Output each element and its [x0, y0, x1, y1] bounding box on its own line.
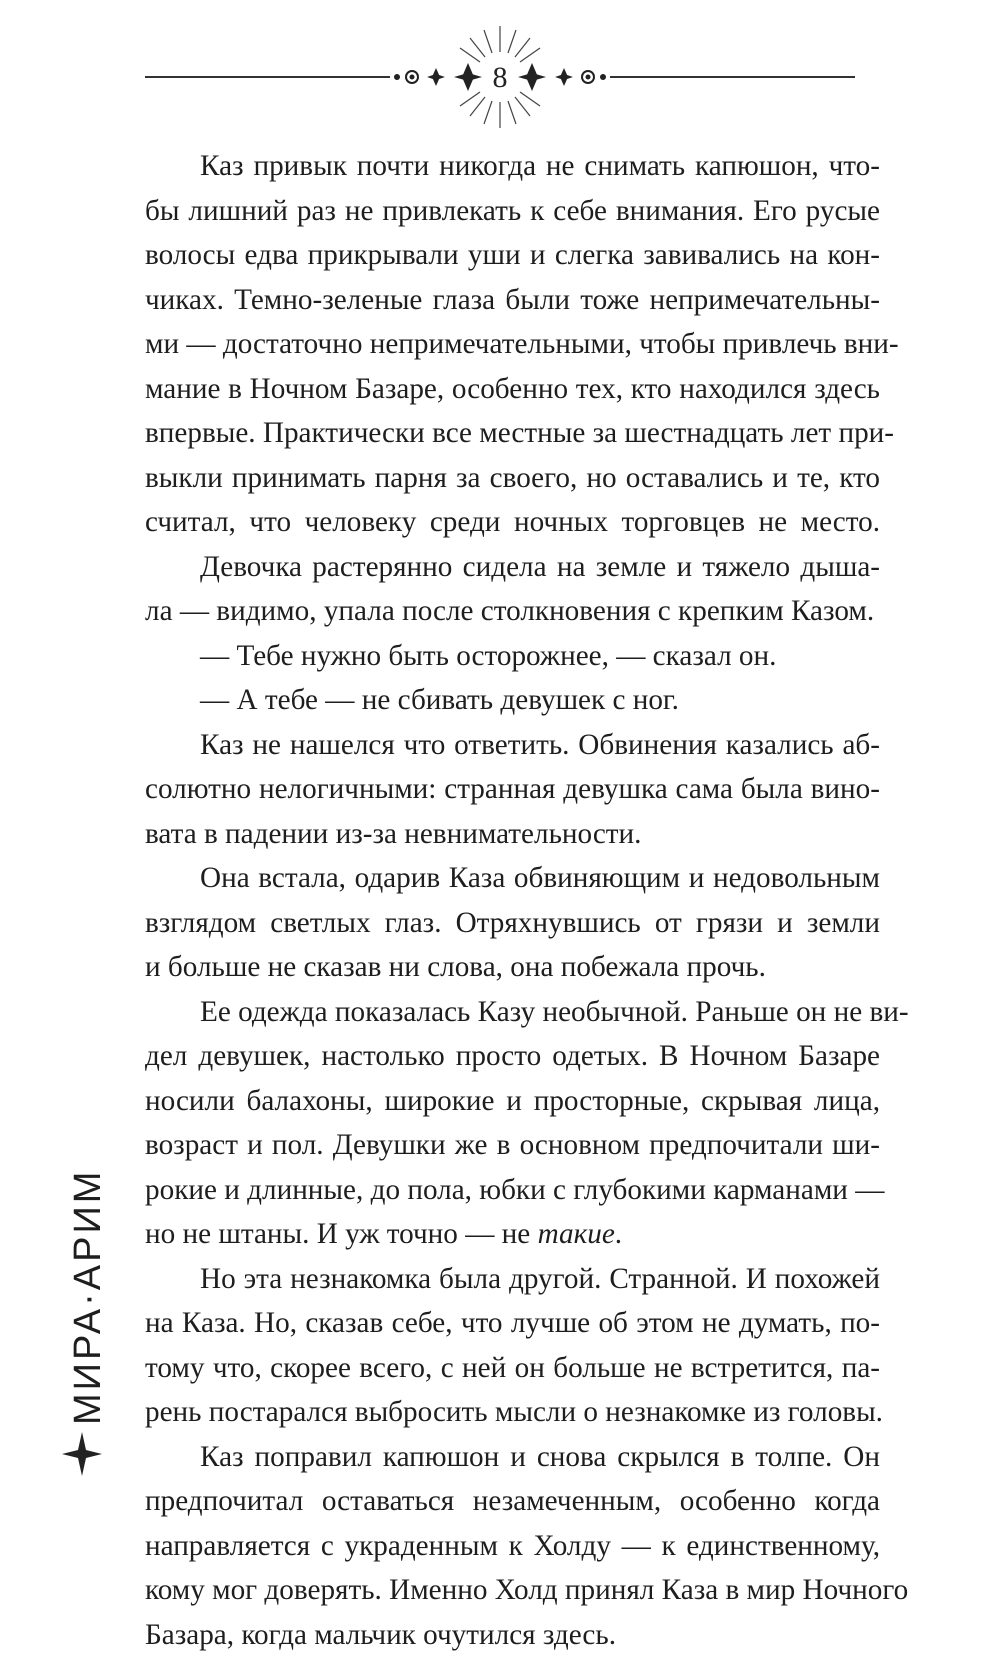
- author-sidebar: [58, 1155, 118, 1425]
- text-line: [145, 322, 880, 367]
- text-line-content: взглядом светлых глаз. Отряхнувшись от грязи и земли: [145, 907, 880, 939]
- text-line-content: Девочка растерянно сидела на земле и тяжело дыша-: [200, 551, 880, 583]
- text-line: [145, 723, 880, 768]
- text-line: [145, 1435, 880, 1480]
- text-line-content: ми — достаточно непримечательными, чтобы привлечь вни-: [145, 328, 899, 360]
- text-line-content: тому что, скорее всего, с ней он больше не встретится, па-: [145, 1352, 880, 1384]
- text-line-content: дел девушек, настолько просто одетых. В Ночном Базаре: [145, 1040, 880, 1072]
- emphasis: такие: [538, 1218, 615, 1250]
- text-line: [145, 1524, 880, 1569]
- text-line: [145, 545, 880, 590]
- body-text: [145, 144, 880, 1657]
- text-line: [145, 945, 880, 990]
- text-line-content: выкли принимать парня за своего, но оставались и те, кто: [145, 462, 880, 494]
- text-line: [145, 1212, 880, 1257]
- text-line-content: на Каза. Но, сказав себе, что лучше об этом не думать, по-: [145, 1307, 880, 1339]
- text-line: [145, 812, 880, 857]
- text-line-content: Она встала, одарив Каза обвиняющим и недовольным: [200, 862, 880, 894]
- text-line-content: Ее одежда показалась Казу необычной. Раньше он не ви-: [200, 996, 909, 1028]
- text-line-content: рень постарался выбросить мысли о незнакомке из головы.: [145, 1396, 883, 1428]
- text-line-content: и больше не сказав ни слова, она побежала прочь.: [145, 951, 766, 983]
- text-line: [145, 678, 880, 723]
- text-line-content: Каз не нашелся что ответить. Обвинения казались аб-: [200, 729, 880, 761]
- text-line-content: Каз поправил капюшон и снова скрылся в толпе. Он: [200, 1441, 880, 1473]
- text-line-content: мание в Ночном Базаре, особенно тех, кто находился здесь: [145, 373, 880, 405]
- text-line: [145, 233, 880, 278]
- text-line-content: — А тебе — не сбивать девушек с ног.: [200, 684, 679, 716]
- page-header: [0, 0, 1000, 140]
- text-line: [145, 1168, 880, 1213]
- text-line: [145, 1301, 880, 1346]
- text-line-content: предпочитал оставаться незамеченным, особенно когда: [145, 1485, 880, 1517]
- text-line-content: бы лишний раз не привлекать к себе внимания. Его русые: [145, 195, 880, 227]
- text-line: [145, 1346, 880, 1391]
- text-line: [145, 1613, 880, 1657]
- text-line-content: рокие и длинные, до пола, юбки с глубокими карманами —: [145, 1174, 884, 1206]
- text-line: [145, 367, 880, 412]
- text-line-content: возраст и пол. Девушки же в основном предпочитали ши-: [145, 1129, 880, 1161]
- text-line-content: — Тебе нужно быть осторожнее, — сказал он.: [200, 640, 776, 672]
- text-line-content: солютно нелогичными: странная девушка сама была вино-: [145, 773, 880, 805]
- text-line-tail: .: [615, 1218, 622, 1250]
- text-line: [145, 278, 880, 323]
- text-line: [145, 189, 880, 234]
- text-line: [145, 767, 880, 812]
- text-line: [145, 1257, 880, 1302]
- text-line-content: носили балахоны, широкие и просторные, скрывая лица,: [145, 1085, 880, 1117]
- text-line-content: Каз привык почти никогда не снимать капюшон, что-: [200, 150, 880, 182]
- text-line-content: кому мог доверять. Именно Холд принял Каза в мир Ночного: [145, 1574, 908, 1606]
- text-line: [145, 1034, 880, 1079]
- text-line: [145, 144, 880, 189]
- text-line: [145, 1479, 880, 1524]
- text-line: [145, 1390, 880, 1435]
- text-line-content: вата в падении из-за невнимательности.: [145, 818, 641, 850]
- text-line: [145, 856, 880, 901]
- text-line-content: впервые. Практически все местные за шестнадцать лет при-: [145, 417, 894, 449]
- text-line: [145, 411, 880, 456]
- text-line: [145, 901, 880, 946]
- text-line-content: но не штаны. И уж точно — не: [145, 1218, 538, 1250]
- text-line: [145, 589, 880, 634]
- text-line-content: ла — видимо, упала после столкновения с крепким Казом.: [145, 595, 874, 627]
- text-line: [145, 990, 880, 1035]
- text-line: [145, 500, 880, 545]
- text-line-content: Но эта незнакомка была другой. Странной. И похожей: [200, 1263, 880, 1295]
- text-line-content: Базара, когда мальчик очутился здесь.: [145, 1619, 616, 1651]
- text-line-content: направляется с украденным к Холду — к единственному,: [145, 1530, 880, 1562]
- four-point-star-icon: [62, 1432, 102, 1476]
- text-line: [145, 1123, 880, 1168]
- page-number: 8: [480, 56, 520, 100]
- text-line: [145, 634, 880, 679]
- text-line-content: чиках. Темно-зеленые глаза были тоже непримечательны-: [145, 284, 880, 316]
- text-line: [145, 1568, 880, 1613]
- text-line-content: волосы едва прикрывали уши и слегка завивались на кон-: [145, 239, 880, 271]
- text-line-content: считал, что человеку среди ночных торговцев не место.: [145, 506, 880, 538]
- author-name: МИРА·АРИМ: [66, 1155, 110, 1425]
- text-line: [145, 1079, 880, 1124]
- text-line: [145, 456, 880, 501]
